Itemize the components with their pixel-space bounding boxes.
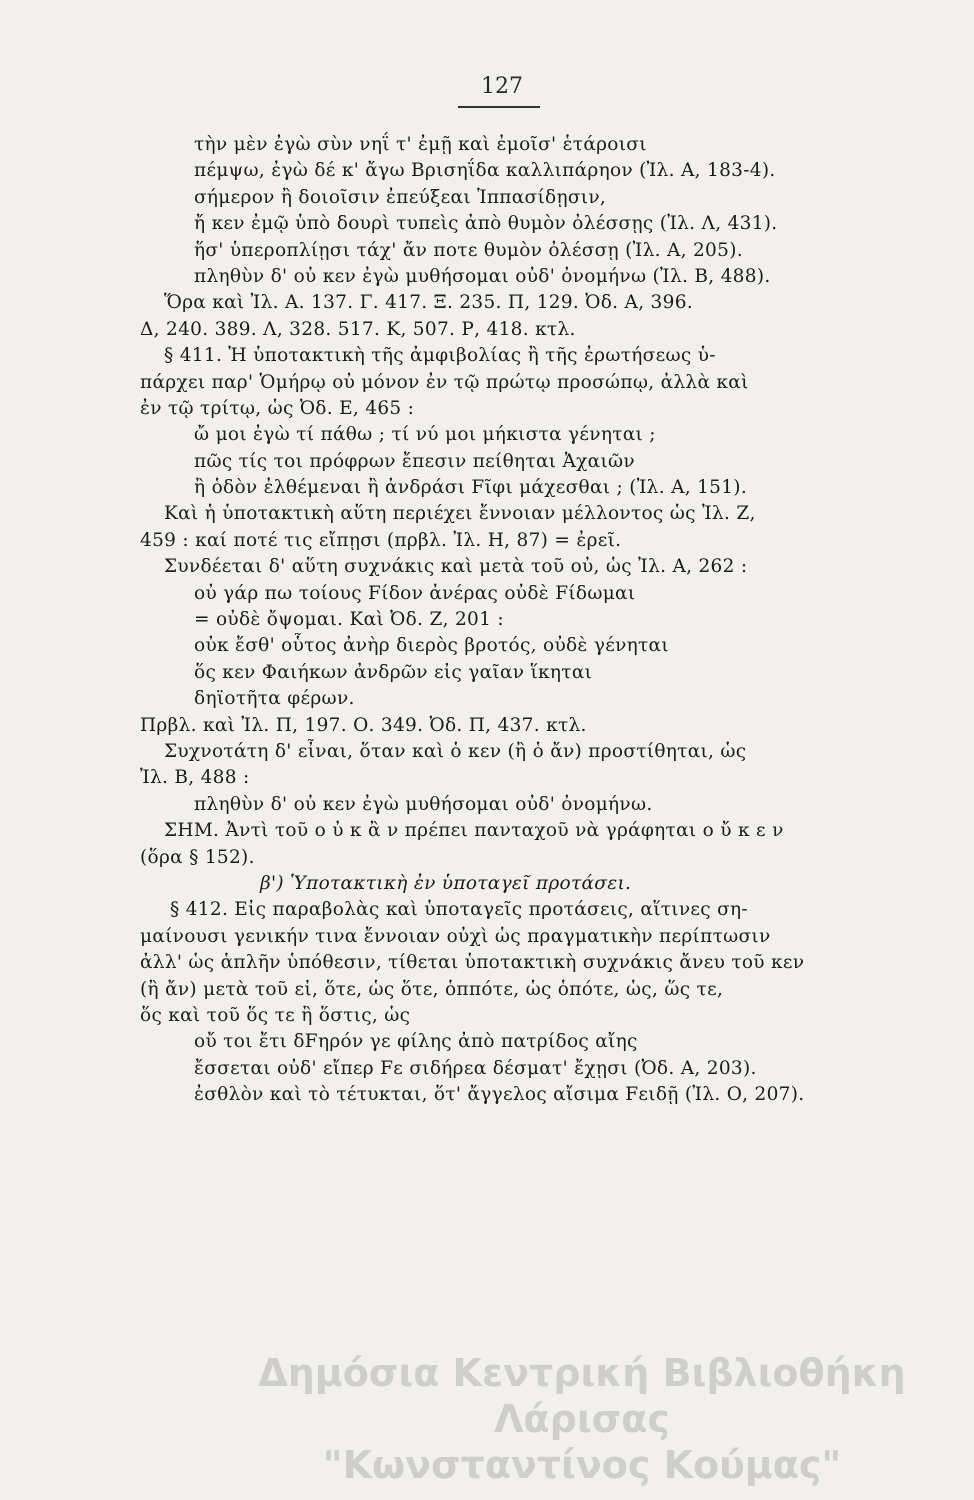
text-line: Πρβλ. καὶ Ἰλ. Π, 197. Ο. 349. Ὀδ. Π, 437. κτλ. <box>140 714 587 736</box>
note-line: ΣΗΜ. Ἀντὶ τοῦ ο ὐ κ ἂ ν πρέπει πανταχοῦ νὰ γράφηται ο ὔ κ ε ν <box>164 820 784 842</box>
quote-line: δηϊοτῆτα φέρων. <box>194 688 355 710</box>
text-line: = οὐδὲ ὄψομαι. Καὶ Ὀδ. Ζ, 201 : <box>194 609 504 631</box>
note-line: (ὅρα § 152). <box>140 846 255 868</box>
text-line: ἥσ' ὑπεροπλίῃσι τάχ' ἄν ποτε θυμὸν ὀλέσσῃ (Ἰλ. Α, 205). <box>194 239 743 261</box>
text-line: ἀλλ' ὡς ἁπλῆν ὑπόθεσιν, τίθεται ὑποτακτικὴ συχνάκις ἄνευ τοῦ κεν <box>140 952 805 974</box>
library-watermark <box>212 1350 952 1488</box>
text-line: τὴν μὲν ἐγὼ σὺν νηΐ τ' ἐμῇ καὶ ἐμοῖσ' ἑτάροισι <box>194 134 647 155</box>
page-number: 127 <box>481 74 523 99</box>
paragraph-412-start: § 412. Εἰς παραβολὰς καὶ ὑποταγεῖς προτάσεις, αἵτινες ση- <box>170 899 748 921</box>
quote-line: οὐ γάρ πω τοίους Fίδον ἀνέρας οὐδὲ Fίδωμαι <box>194 582 636 604</box>
quote-line: οὔ τοι ἔτι δFηρόν γε φίλης ἀπὸ πατρίδος αἴης <box>194 1031 638 1053</box>
text-line: 459 : καί ποτέ τις εἴπῃσι (πρβλ. Ἰλ. Η, 87) = ἐρεῖ. <box>140 529 622 551</box>
section-heading: β') Ὑποτακτικὴ ἐν ὑποταγεῖ προτάσει. <box>260 872 632 894</box>
quote-line: ὅς κεν Φαιήκων ἀνδρῶν εἰς γαῖαν ἵκηται <box>194 661 593 683</box>
quote-line: ἢ ὁδὸν ἐλθέμεναι ἢ ἀνδράσι Fῖφι μάχεσθαι ; (Ἰλ. Α, 151). <box>194 477 748 499</box>
text-line: μαίνουσι γενικήν τινα ἔννοιαν οὐχὶ ὡς πραγματικὴν περίπτωσιν <box>140 925 771 947</box>
paragraph-411-start: § 411. Ἡ ὑποτακτικὴ τῆς ἀμφιβολίας ἢ τῆς ἐρωτήσεως ὑ- <box>164 345 716 367</box>
text-line: Καὶ ἡ ὑποτακτικὴ αὕτη περιέχει ἔννοιαν μέλλοντος ὡς Ἰλ. Ζ, <box>164 503 756 525</box>
quote-line: οὐκ ἔσθ' οὗτος ἀνὴρ διερὸς βροτός, οὐδὲ γένηται <box>194 635 669 657</box>
text-line: πέμψω, ἐγὼ δέ κ' ἄγω Βρισηΐδα καλλιπάρηον (Ἰλ. Α, 183-4). <box>194 160 776 182</box>
text-line: πάρχει παρ' Ὁμήρῳ οὐ μόνον ἐν τῷ πρώτῳ προσώπῳ, ἀλλὰ καὶ <box>140 371 749 393</box>
text-line: Ἰλ. Β, 488 : <box>140 767 250 789</box>
text-line: ὅς καὶ τοῦ ὅς τε ἢ ὅστις, ὡς <box>140 1004 411 1026</box>
page-body <box>140 132 830 1108</box>
watermark-line-2: "Κωνσταντίνος Κούμας" <box>322 1443 842 1487</box>
text-line: ἐν τῷ τρίτῳ, ὡς Ὀδ. Ε, 465 : <box>140 397 415 419</box>
quote-line: ἔσσεται οὐδ' εἴπερ Fε σιδήρεα δέσματ' ἔχῃσι (Ὀδ. Α, 203). <box>194 1057 757 1079</box>
text-line: Ὅρα καὶ Ἰλ. Α. 137. Γ. 417. Ξ. 235. Π, 129. Ὀδ. Α, 396. <box>164 292 693 314</box>
text-line: Συχνοτάτη δ' εἶναι, ὅταν καὶ ὁ κεν (ἢ ὁ ἄν) προστίθηται, ὡς <box>164 740 747 762</box>
quote-line: πληθὺν δ' οὐ κεν ἐγὼ μυθήσομαι οὐδ' ὀνομήνω. <box>194 793 653 815</box>
text-line: σήμερον ἢ δοιοῖσιν ἐπεύξεαι Ἱππασίδῃσιν, <box>194 186 607 208</box>
quote-line: ὤ μοι ἐγὼ τί πάθω ; τί νύ μοι μήκιστα γένηται ; <box>194 424 656 446</box>
text-line: (ἢ ἄν) μετὰ τοῦ εἰ, ὅτε, ὡς ὅτε, ὁππότε, ὡς ὁπότε, ὡς, ὥς τε, <box>140 978 724 1000</box>
text-line: Συνδέεται δ' αὕτη συχνάκις καὶ μετὰ τοῦ οὐ, ὡς Ἰλ. Α, 262 : <box>164 556 748 578</box>
text-line: ἤ κεν ἐμῷ ὑπὸ δουρὶ τυπεὶς ἀπὸ θυμὸν ὀλέσσῃς (Ἰλ. Λ, 431). <box>194 213 778 235</box>
quote-line: πῶς τίς τοι πρόφρων ἔπεσιν πείθηται Ἀχαιῶν <box>194 450 635 472</box>
text-line: πληθὺν δ' οὐ κεν ἐγὼ μυθήσομαι οὐδ' ὀνομήνω (Ἰλ. Β, 488). <box>194 265 771 287</box>
text-line: Δ, 240. 389. Λ, 328. 517. Κ, 507. Ρ, 418. κτλ. <box>140 318 576 340</box>
quote-line: ἐσθλὸν καὶ τὸ τέτυκται, ὅτ' ἄγγελος αἴσιμα Fειδῇ (Ἰλ. Ο, 207). <box>194 1084 805 1106</box>
page-number-rule <box>458 106 540 108</box>
watermark-line-1: Δημόσια Κεντρική Βιβλιοθήκη Λάρισας <box>258 1351 906 1441</box>
